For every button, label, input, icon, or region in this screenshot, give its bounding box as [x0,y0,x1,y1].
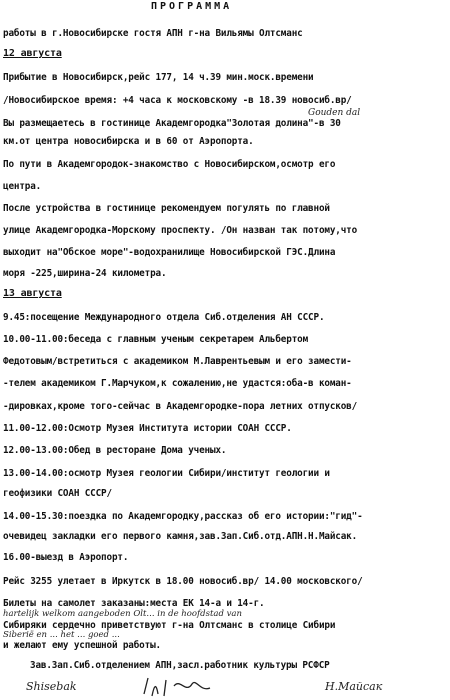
program-line: центра. [3,181,42,192]
program-line: После устройства в гостинице рекомендуем погулять по главной [3,203,330,214]
program-line: По пути в Академгородок-знакомство с Новосибирском,осмотр его [3,159,336,170]
program-line: -телем академиком Г.Марчуком,к сожалению,не удастся:оба-в коман- [3,378,352,389]
program-line: 13.00-14.00:осмотр Музея геологии Сибири/институт геологии и [3,468,330,479]
program-line: моря -225,ширина-24 километра. [3,268,167,279]
signature-left: Shisebak [26,680,77,693]
program-line: 16.00-выезд в Аэропорт. [3,552,129,563]
program-line: улице Академгородка-Морскому проспекту. /Он назван так потому,что [3,225,358,236]
program-line: км.от центра новосибирска и в 60 от Аэропорта. [3,136,254,147]
handwritten-note-line: Siberië en ... het ... goed ... [3,630,120,640]
handwritten-note-line: hartelijk welkom aangeboden Olt... in de hoofdstad van [3,609,242,619]
program-line: выходит на"Обское море"-водохранилище Новосибирской ГЭС.Длина [3,247,336,258]
program-line: Сибиряки сердечно приветствуют г-на Олтсманс в столице Сибири [3,620,336,631]
program-line: 14.00-15.30:поездка по Академгородку,рассказ об его истории:"гид"- [3,511,363,522]
signature-scribble [140,676,220,698]
handwritten-margin-note: Gouden dal [308,108,361,118]
program-line: очевидец закладки его первого камня,зав.Зап.Сиб.отд.АПН.Н.Майсак. [3,531,358,542]
program-line: Федотовым/встретиться с академиком М.Лаврентьевым и его замести- [3,356,352,367]
program-line: /Новосибирское время: +4 часа к московскому -в 18.39 новосиб.вр/ [3,95,352,106]
program-line: 9.45:посещение Международного отдела Сиб.отделения АН СССР. [3,312,325,323]
program-line: 11.00-12.00:Осмотр Музея Института истории СОАН СССР. [3,423,292,434]
document-subtitle: работы в г.Новосибирске гостя АПН г-на Вильямы Олтсманс [3,28,303,39]
program-line: 10.00-11.00:беседа с главным ученым секретарем Альбертом [3,334,309,345]
program-line: Вы размещаетесь в гостинице Академгородка"Золотая долина"-в 30 [3,118,341,129]
program-line: Прибытие в Новосибирск,рейс 177, 14 ч.39 мин.моск.времени [3,72,314,83]
date-heading-aug-13: 13 августа [3,288,62,299]
signature-right: Н.Майсак [325,680,383,693]
document-title: ПРОГРАММА [151,1,233,12]
program-line: и желают ему успешной работы. [3,640,161,651]
program-line: Зав.Зап.Сиб.отделением АПН,засл.работник культуры РСФСР [30,660,330,671]
program-line: Билеты на самолет заказаны:места ЕК 14-а и 14-г. [3,598,265,609]
program-line: Рейс 3255 улетает в Иркутск в 18.00 новосиб.вр/ 14.00 московского/ [3,576,363,587]
program-line: -дировках,кроме того-сейчас в Академгородке-пора летних отпусков/ [3,401,358,412]
program-line: геофизики СОАН СССР/ [3,488,112,499]
date-heading-aug-12: 12 августа [3,48,62,59]
program-line: 12.00-13.00:Обед в ресторане Дома ученых. [3,445,227,456]
